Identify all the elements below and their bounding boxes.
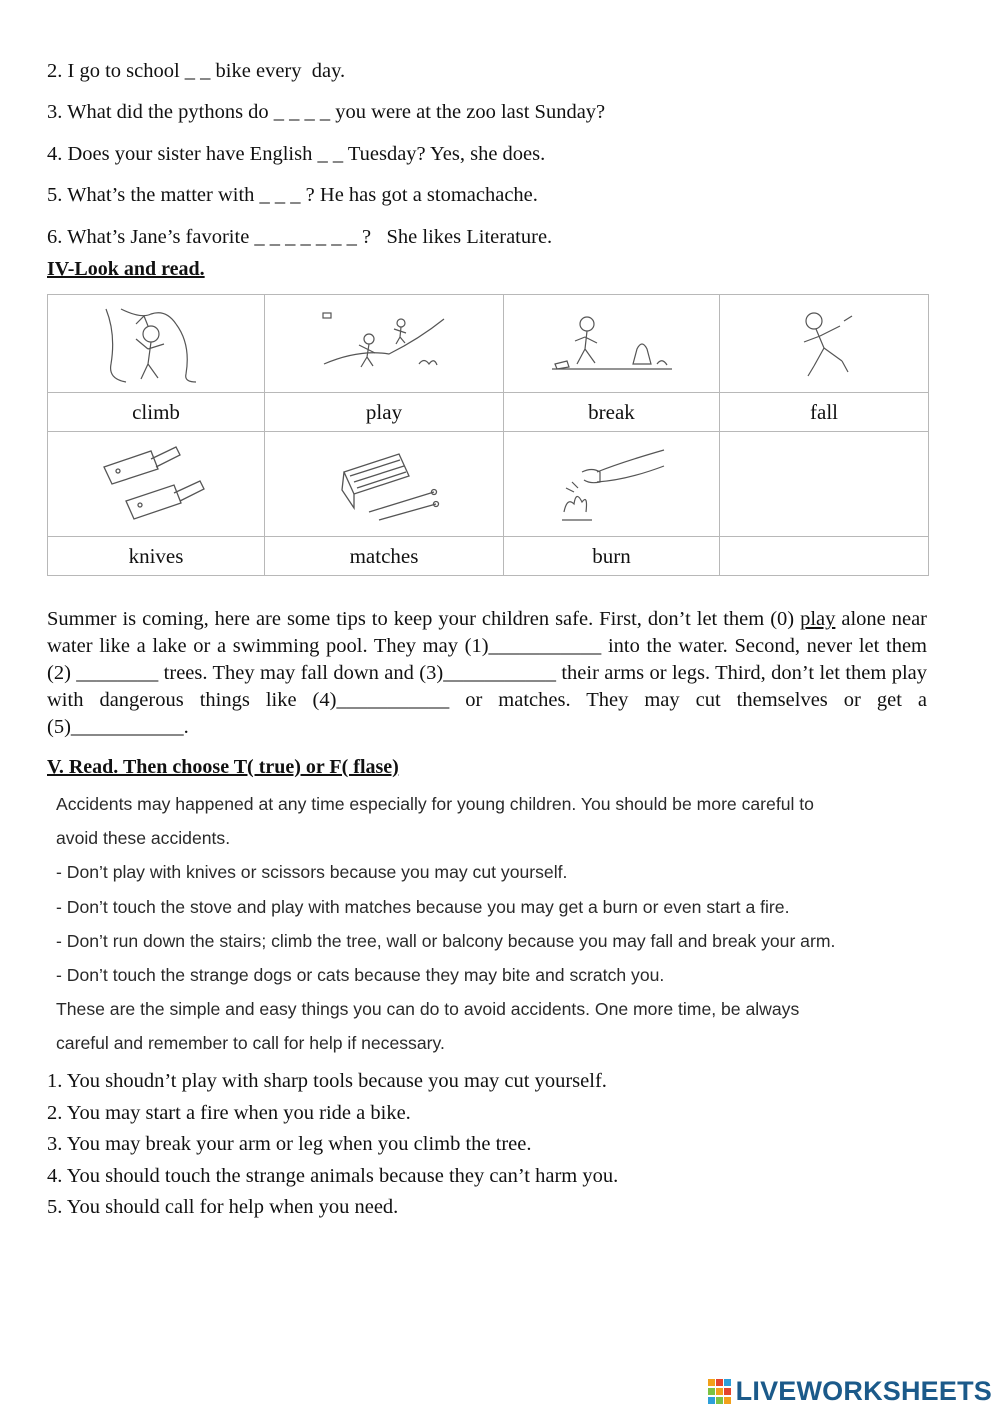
exercise-line-3: 3. What did the pythons do _ _ _ _ you were at the zoo last Sunday?: [47, 101, 606, 123]
exercise-line-4: 4. Does your sister have English _ _ Tuesday? Yes, she does.: [47, 143, 546, 165]
knives-picture-cell: [48, 432, 265, 537]
colored-blocks-logo-icon: [707, 1378, 733, 1406]
word-fall: fall: [720, 393, 929, 432]
word-burn: burn: [504, 537, 720, 576]
reading-line: - Don’t touch the strange dogs or cats because they may bite and scratch you.: [56, 965, 665, 986]
reading-line: - Don’t touch the stove and play with matches because you may get a burn or even start a fire.: [56, 896, 790, 917]
word-play: play: [265, 393, 504, 432]
word-climb: climb: [48, 393, 265, 432]
reading-line: These are the simple and easy things you can do to avoid accidents. One more time, be always: [56, 999, 800, 1020]
play-picture-cell: [265, 295, 504, 393]
passage-part-1: Summer is coming, here are some tips to keep your children safe. First, don’t let them (0): [47, 608, 801, 630]
statement-3: 3. You may break your arm or leg when you climb the tree.: [47, 1133, 532, 1155]
word-empty: [720, 537, 929, 576]
exercise-line-6: 6. What’s Jane’s favorite _ _ _ _ _ _ _ ? She likes Literature.: [47, 226, 553, 248]
burn-picture-cell: [504, 432, 720, 537]
fall-picture-cell: [720, 295, 929, 393]
reading-line: - Don’t play with knives or scissors because you may cut yourself.: [56, 862, 568, 883]
true-false-statements: [47, 1066, 618, 1224]
reading-text: [56, 787, 976, 1061]
play-illustration-icon: [319, 309, 449, 379]
reading-line: avoid these accidents.: [56, 828, 231, 849]
exercise-line-2: 2. I go to school _ _ bike every day.: [47, 60, 346, 82]
climb-illustration-icon: [96, 304, 216, 384]
word-picture-table: [47, 294, 929, 576]
section-4-heading: IV-Look and read.: [47, 258, 205, 280]
fall-illustration-icon: [774, 306, 874, 381]
climb-picture-cell: [48, 295, 265, 393]
empty-picture-cell: [720, 432, 929, 537]
statement-2: 2. You may start a fire when you ride a bike.: [47, 1101, 411, 1124]
burn-illustration-icon: [552, 442, 672, 527]
reading-line: - Don’t run down the stairs; climb the tree, wall or balcony because you may fall and break your arm.: [56, 930, 836, 951]
statement-5: 5. You should call for help when you need.: [47, 1196, 399, 1218]
knives-illustration-icon: [96, 439, 216, 529]
gap-fill-passage: [47, 606, 927, 741]
passage-example-word: play: [800, 608, 836, 630]
reading-line: careful and remember to call for help if necessary.: [56, 1033, 445, 1054]
reading-line: Accidents may happened at any time especially for young children. You should be more careful to: [56, 794, 814, 814]
section-5-heading: V. Read. Then choose T( true) or F( flase): [47, 756, 399, 778]
statement-4: 4. You should touch the strange animals because they can’t harm you.: [47, 1164, 619, 1187]
statement-1: 1. You shoudn’t play with sharp tools because you may cut yourself.: [47, 1070, 607, 1092]
liveworksheets-logo: [707, 1376, 992, 1407]
passage-part-2: alone near water like a lake or a swimming pool. They may (1)___________ into the water. Second, never let them (2) ________ trees. They may fall down and (3)___________ their arms or legs. Third, don’t let them play with dangerous things like (4)___________ or matches. They may cut themselves or get a (5)___________.: [47, 608, 927, 738]
word-knives: knives: [48, 537, 265, 576]
word-matches: matches: [265, 537, 504, 576]
break-picture-cell: [504, 295, 720, 393]
matches-picture-cell: [265, 432, 504, 537]
word-break: break: [504, 393, 720, 432]
logo-text: LIVEWORKSHEETS: [735, 1376, 992, 1406]
break-illustration-icon: [547, 309, 677, 379]
matches-illustration-icon: [324, 442, 444, 527]
exercise-line-5: 5. What’s the matter with _ _ _ ? He has got a stomachache.: [47, 184, 538, 206]
